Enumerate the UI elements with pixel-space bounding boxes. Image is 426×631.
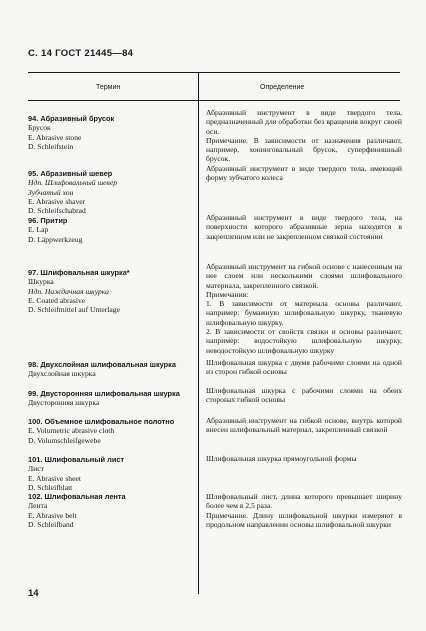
- term-98: 98. Двухслойная шлифовальная шкурка Двухслойная шкурка: [28, 360, 176, 379]
- term-101: 101. Шлифовальный лист Лист E. Abrasive sheet D. Schleifblatt: [28, 455, 125, 492]
- term-94: 94. Абразивный брусок Брусок E. Abrasive stone D. Schleifstein: [28, 114, 115, 151]
- definition-94: Абразивный инструмент в виде твердого тела, предназначенный для обработки без вращения вокруг своей оси. Примечание. В зависимости от назначения различают, например, хонинговальный брусок, суперфинишный брусок.: [206, 108, 402, 164]
- table-top-rule: [28, 72, 400, 73]
- terms-table: [28, 72, 400, 596]
- table-header-rule: [28, 100, 400, 101]
- column-header-definition: Определение: [260, 84, 305, 91]
- definition-97: Абразивный инструмент на гибкой основе с нанесенным на нее слоем или несколькими слоями шлифовального материала, закрепленного связкой. Примечания: 1. В зависимости от материала основы различают, например: бумажную шлифовальную шкурку, тканевую шлифовальную шкурку. 2. В зависимости от свойств связки и основы различают, например: водостойкую шлифовальную шкурку, неводостойкую шлифовальную шкурку: [206, 262, 402, 355]
- definition-100: Абразивный инструмент на гибкой основе, внутрь которой внесен шлифовальный материал, закрепленный связкой: [206, 416, 402, 435]
- definition-95: Абразивный инструмент в виде твердого тела, имеющий форму зубчатого колеса: [206, 164, 402, 183]
- column-divider: [198, 72, 199, 594]
- term-102: 102. Шлифовальная лента Лента E. Abrasive belt D. Schleifband: [28, 492, 126, 529]
- page-number: 14: [28, 588, 39, 599]
- term-100: 100. Объемное шлифовальное полотно E. Volumetric abrasive cloth D. Volumschleifgewebe: [28, 417, 175, 445]
- definition-101: Шлифовальная шкурка прямоугольной формы: [206, 454, 357, 463]
- term-99: 99. Двусторонняя шлифовальная шкурка Двусторонняя шкурка: [28, 389, 180, 408]
- column-header-term: Термин: [96, 84, 121, 91]
- term-96: 96. Притир E. Lap D. Läppwerkzeug: [28, 216, 83, 244]
- definition-98: Шлифовальная шкурка с двумя рабочими слоями на одной из сторон гибкой основы: [206, 358, 402, 377]
- term-97: 97. Шлифовальная шкурка* Шкурка Ндп. Наждачная шкурка E. Coated abrasive D. Schleifmittel auf Unterlage: [28, 268, 130, 315]
- term-95: 95. Абразивный шевер Ндп. Шлифовальный шевер Зубчатый хон E. Abrasive shaver D. Schleifschabrad: [28, 169, 118, 216]
- definition-96: Абразивный инструмент в виде твердого тела, на поверхности которого абразивные зерна находятся в закрепленном или не закрепленном связкой состоянии: [206, 213, 402, 241]
- page-header: С. 14 ГОСТ 21445—84: [28, 48, 134, 59]
- definition-99: Шлифовальная шкурка с рабочими слоями на обеих сторонах гибкой основы: [206, 386, 402, 405]
- definition-102: Шлифовальный лист, длина которого превышает ширину более чем в 2,5 раза. Примечание. Длину шлифовальной шкурки измеряют в продольном направлении основы шлифовальной шкурки: [206, 492, 402, 529]
